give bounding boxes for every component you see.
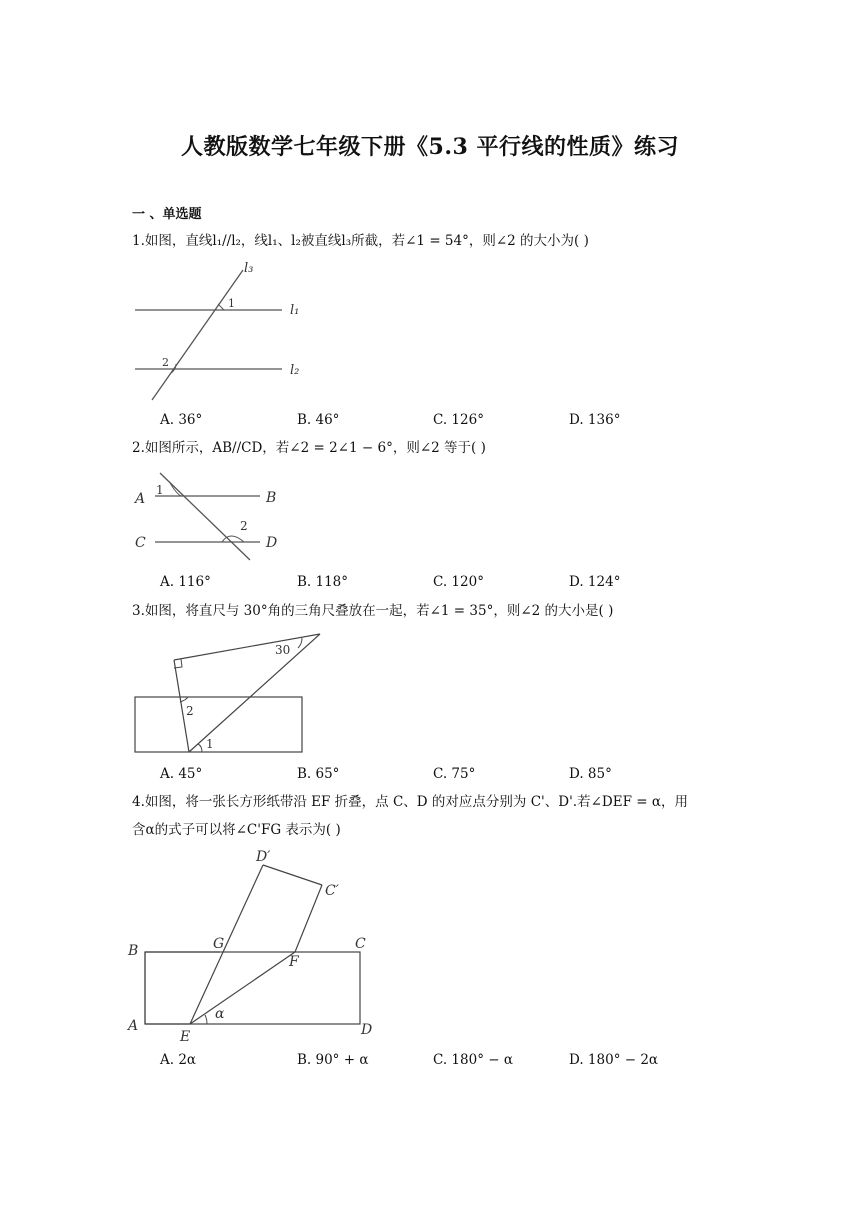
- point-D: D: [266, 535, 278, 551]
- option-a[interactable]: A. 36°: [160, 412, 203, 428]
- question-1-options: [160, 412, 720, 432]
- point-A: A: [135, 491, 146, 507]
- question-2-options: [160, 574, 720, 594]
- angle-1-label: 1: [206, 737, 214, 751]
- point-F: F: [289, 954, 299, 970]
- option-c[interactable]: C. 126°: [433, 412, 484, 428]
- option-d[interactable]: D. 180° − 2α: [569, 1052, 659, 1068]
- point-G: G: [213, 936, 225, 952]
- angle-2-label: 2: [240, 519, 248, 533]
- option-b[interactable]: B. 118°: [297, 574, 349, 590]
- question-4-text-line-2: 含α的式子可以将∠C'FG 表示为( ): [132, 822, 341, 838]
- point-C: C: [135, 535, 146, 551]
- angle-2-label: 2: [162, 356, 169, 369]
- question-4-figure: [125, 845, 385, 1045]
- label-l3: l₃: [244, 261, 254, 276]
- question-2-text: 2.如图所示，AB//CD，若∠2 = 2∠1 − 6°，则∠2 等于( ): [132, 440, 486, 456]
- option-d[interactable]: D. 136°: [569, 412, 621, 428]
- question-1-figure: [130, 258, 320, 408]
- question-4-text-line-1: 4.如图，将一张长方形纸带沿 EF 折叠，点 C、D 的对应点分别为 C'、D'.若∠DEF = α，用: [132, 794, 688, 810]
- question-3-options: [160, 766, 720, 786]
- angle-2-label: 2: [186, 704, 194, 718]
- point-C: C: [355, 936, 366, 952]
- option-b[interactable]: B. 46°: [297, 412, 340, 428]
- point-D-prime: D′: [256, 849, 271, 865]
- label-l1: l₁: [290, 303, 300, 318]
- angle-alpha-label: α: [215, 1006, 225, 1022]
- option-d[interactable]: D. 124°: [569, 574, 621, 590]
- question-3-figure: [130, 630, 330, 760]
- question-4-options: [160, 1052, 720, 1072]
- question-3-text: 3.如图，将直尺与 30°角的三角尺叠放在一起，若∠1 = 35°，则∠2 的大小是( ): [132, 603, 614, 619]
- point-A: A: [128, 1018, 139, 1034]
- question-1-text: 1.如图，直线l₁//l₂，线l₁、l₂被直线l₃所截，若∠1 = 54°，则∠2 的大小为( ): [132, 233, 589, 249]
- angle-1-label: 1: [228, 297, 235, 310]
- question-2-figure: [130, 468, 290, 568]
- section-heading: 一 、单选题: [132, 207, 202, 222]
- point-E: E: [180, 1029, 191, 1045]
- option-a[interactable]: A. 116°: [160, 574, 211, 590]
- option-b[interactable]: B. 65°: [297, 766, 340, 782]
- option-c[interactable]: C. 180° − α: [433, 1052, 513, 1068]
- option-c[interactable]: C. 120°: [433, 574, 484, 590]
- option-a[interactable]: A. 45°: [160, 766, 203, 782]
- page-title: 人教版数学七年级下册《5.3 平行线的性质》练习: [181, 134, 679, 160]
- point-B: B: [266, 490, 277, 506]
- option-c[interactable]: C. 75°: [433, 766, 476, 782]
- point-B: B: [128, 943, 139, 959]
- point-C-prime: C′: [325, 883, 339, 899]
- point-D: D: [361, 1022, 373, 1038]
- option-d[interactable]: D. 85°: [569, 766, 612, 782]
- angle-1-label: 1: [156, 483, 164, 497]
- angle-30-label: 30: [275, 643, 291, 657]
- option-a[interactable]: A. 2α: [160, 1052, 197, 1068]
- option-b[interactable]: B. 90° + α: [297, 1052, 369, 1068]
- label-l2: l₂: [290, 363, 300, 378]
